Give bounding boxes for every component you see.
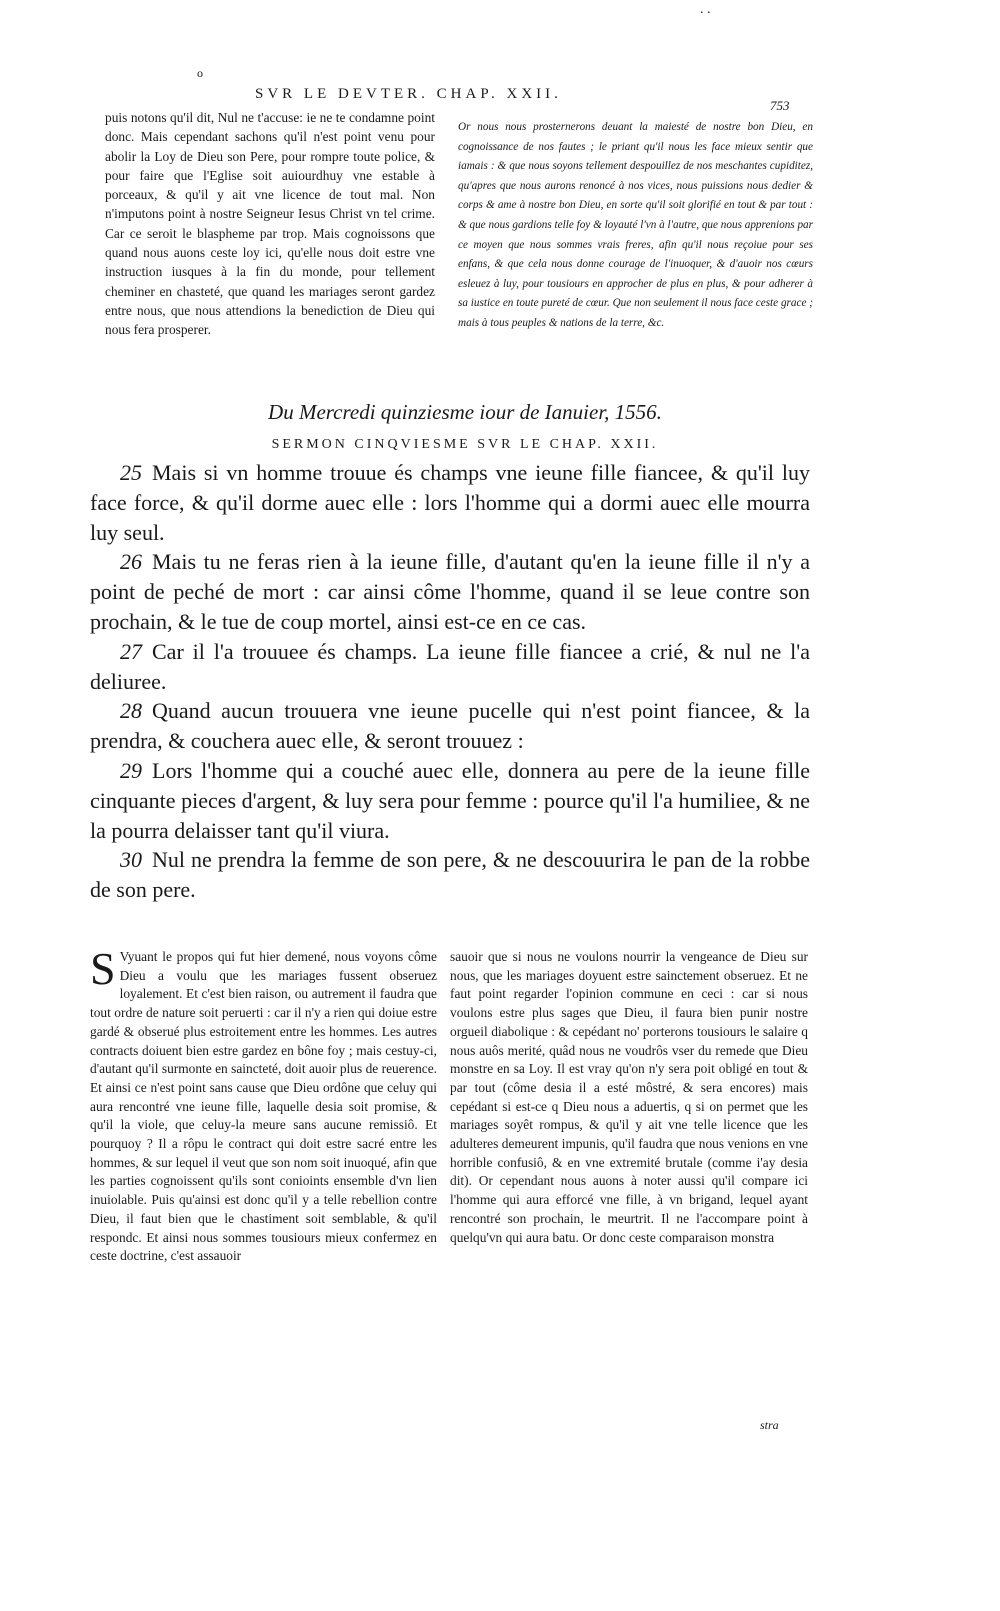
sermon-right-text: sauoir que si nous ne voulons nourrir la vengeance de Dieu sur nous, que les mariages doyuent estre sainctement obseruez. Et ne faut point regarder l'opinion commune en ceci : car si nous voulons estre plus sages que Dieu, il faura bien punir nostre orgueil diabolique : & cepédant no' porterons tousiours le salaire q nous auôs merité, quâd nous ne voudrôs vser du remede que Dieu monstre en sa Loy. Il est vray qu'on n'y sera poit obligé en tout & par tout (côme desia il a esté môstré, & sera encores) mais cepédant si est-ce q Dieu nous a aduertis, q si on permet que les mariages soyêt rompus, & qu'il y ait vne telle licence que les adulteres demeurent impunis, qu'il faudra que nous venions en vne horrible confusiô, & en vne extremité brutale (comme i'ay desia dit). Or cependant nous auons à noter aussi qu'il compare ici l'homme qui aura efforcé vne fille, à vn brigand, lequel ayant rencontré son prochain, le meurtrit. Il ne l'accompare point à quelqu'vn qui aura batu. Or donc ceste comparaison monstra [450, 949, 808, 1245]
sermon-date: Du Mercredi quinziesme iour de Ianuier, 1556. [268, 400, 662, 424]
verse [90, 547, 810, 636]
sermon-right-column [450, 948, 808, 1247]
verse-number: 25 [120, 460, 142, 485]
drop-cap: S [90, 943, 116, 994]
verse [90, 696, 810, 756]
top-marks: . . [700, 2, 711, 17]
verse-number: 29 [120, 757, 142, 783]
sermon-left-text: Vyuant le propos qui fut hier demené, nous voyons côme Dieu a voulu que les mariages fussent obseruez loyalement. Et c'est bien raison, ou autrement il faudra que tout ordre de nature soit peruerti : car il n'y a rien qui doiue estre gardé & obserué plus estroitement entre les hommes. Les autres contracts doiuent bien estre gardez en bône foy ; mais cestuy-ci, d'autant qu'il surmonte en saincteté, doit auoir plus de reuerence. Et ainsi ce n'est point sans cause que Dieu ordône que celuy qui aura rencontré vne ieune fille, laquelle desia soit promise, & qu'il la viole, que celuy-la meure sans aucune remissiô. Et pourquoy ? Il a rôpu le contract qui doit estre sacré entre les hommes, & sur lequel il veut que son nom soit inuoqué, afin que les parties cognoissent qu'ils sont conioints ensemble d'vn lien inuiolable. Puis qu'ainsi est donc qu'il y a telle rebellion contre Dieu, il faut bien que le chastiment soit semblable, & qu'il respondc. Et ainsi nous sommes tousiours mieux confermez en ceste doctrine, c'est assauoir [90, 949, 437, 1264]
corner-mark: o [197, 66, 203, 80]
verse-text: Mais tu ne feras rien à la ieune fille, d'autant qu'en la ieune fille il n'y a point de peché de mort : car ainsi côme l'homme, quand il se leue contre son prochain, & le tue de coup mortel, ainsi est-ce en ce cas. [90, 549, 810, 634]
verse-text: Nul ne prendra la femme de son pere, & ne descouurira le pan de la robbe de son pere. [90, 847, 810, 903]
verse [90, 637, 810, 697]
verse-number: 28 [120, 698, 142, 724]
prayer-top-right [458, 118, 813, 334]
verse-number: 26 [120, 549, 142, 575]
verse [90, 458, 810, 547]
verse [90, 845, 810, 905]
catchword: stra [760, 1418, 779, 1432]
sermon-left-column [90, 943, 437, 1266]
verse-text: Mais si vn homme trouue és champs vne ieune fille fiancee, & qu'il luy face force, & qu'il dorme auec elle : lors l'homme qui a dormi auec elle mourra luy seul. [90, 460, 810, 545]
verse-text: Quand aucun trouuera vne ieune pucelle qui n'est point fiancee, & la prendra, & couchera auec elle, & seront trouuez : [90, 698, 810, 754]
sermon-heading: SERMON CINQVIESME SVR LE CHAP. XXII. [271, 437, 659, 452]
commentary-top-left [105, 108, 435, 340]
commentary-text: puis notons qu'il dit, Nul ne t'accuse: ie ne te condamne point donc. Mais cependant sachons qu'il n'est point venu pour abolir la Loy de Dieu son Pere, pour rompre toute police, & pour faire que l'Eglise soit auiourdhuy vne estable à porceaux, & qu'il y ait vne licence de tout mal. Non n'imputons point à nostre Seigneur Iesus Christ vn tel crime. Car ce seroit le blaspheme par trop. Mais cognoissons que quand nous auons ceste loy ici, qu'elle nous doit estre vne instruction iusques à la fin du monde, pour tellement cheminer en chasteté, que quand les mariages seront gardez entre nous, que nous attendions la benediction de Dieu qui nous fera prosperer. [105, 110, 435, 338]
verse-number: 30 [120, 847, 142, 873]
scripture-verses [90, 458, 810, 905]
page-number: 753 [770, 98, 790, 113]
verse-text: Car il l'a trouuee és champs. La ieune fille fiancee a crié, & nul ne l'a deliuree. [90, 638, 810, 694]
prayer-text: Or nous nous prosternerons deuant la maiesté de nostre bon Dieu, en cognoissance de nos fautes ; le priant qu'il nous les face mieux sentir que iamais : & que nous soyons tellement despouillez de nos meschantes cupiditez, qu'apres que nous aurons renoncé à nos vices, nous puissions nous dedier & corps & ame à nostre bon Dieu, en sorte qu'il soit glorifié en tout & par tout : & que nous gardions telle foy & loyauté l'vn à l'autre, que nous apprenions par ce moyen que nous sommes vrais freres, afin qu'il nous reçoiue pour ses enfans, & que cela nous donne courage de l'inuoquer, & d'auoir nos cœurs esleuez à luy, pour tousiours en approcher de plus en plus, & pour adherer à sa iustice en toute pureté de cœur. Que non seulement il nous face ceste grace ; mais à tous peuples & nations de la terre, &c. [458, 121, 813, 329]
verse [90, 756, 810, 845]
running-head: SVR LE DEVTER. CHAP. XXII. [255, 86, 562, 102]
verse-text: Lors l'homme qui a couché auec elle, donnera au pere de la ieune fille cinquante pieces d'argent, & luy sera pour femme : pource qu'il l'a humiliee, & ne la pourra delaisser tant qu'il viura. [90, 757, 810, 843]
verse-number: 27 [120, 638, 142, 664]
